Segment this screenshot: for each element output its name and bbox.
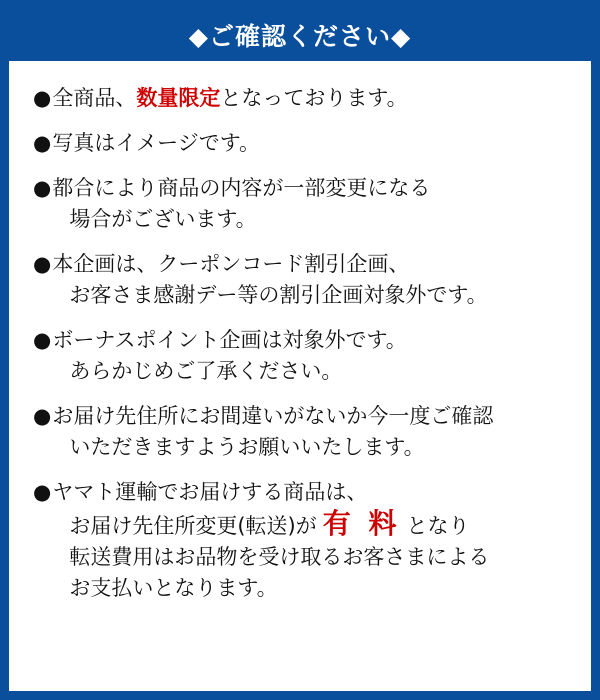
bullet-icon: ●: [33, 252, 52, 276]
text-segment: 全商品、: [52, 86, 137, 110]
text-segment: となり: [406, 514, 470, 538]
text-segment: いただきますようお願いいたします。: [69, 435, 425, 459]
bullet-icon: ●: [33, 131, 52, 155]
text-segment: 都合により商品の内容が一部変更になる: [52, 176, 431, 200]
bullet-icon: ●: [33, 176, 52, 200]
text-segment: となっております。: [220, 86, 408, 110]
text-segment: お届け先住所にお間違いがないか今一度ご確認: [52, 404, 494, 428]
list-item-text: [52, 173, 569, 235]
list-item: [33, 249, 569, 311]
list-item-text: [52, 249, 569, 311]
list-item-line: [52, 477, 569, 508]
list-item-line: [52, 401, 569, 432]
bullet-icon: ●: [33, 480, 52, 504]
list-item-text: [52, 128, 569, 159]
notice-header: [9, 9, 591, 61]
page-title: ◆ご確認ください◆: [188, 22, 412, 51]
list-item-line: [52, 280, 569, 311]
text-segment: あらかじめご了承ください。: [69, 359, 343, 383]
highlight-text: 有 料: [322, 507, 401, 540]
list-item-line: [52, 249, 569, 280]
list-item: [33, 477, 569, 604]
list-item-line: [52, 173, 569, 204]
list-item-text: [52, 83, 569, 114]
list-item: [33, 173, 569, 235]
list-item-line: [52, 432, 569, 463]
highlight-text: 数量限定: [136, 86, 221, 110]
text-segment: お客さま感謝デー等の割引企画対象外です。: [69, 283, 488, 307]
list-item-line: [52, 128, 569, 159]
list-item: [33, 401, 569, 463]
list-item: [33, 83, 569, 114]
list-item-line: [52, 325, 569, 356]
list-item: [33, 128, 569, 159]
list-item-line: [52, 83, 569, 114]
text-segment: ヤマト運輸でお届けする商品は、: [52, 480, 368, 504]
text-segment: 写真はイメージです。: [52, 131, 261, 155]
list-item-line: [52, 542, 569, 573]
list-item-line: [52, 356, 569, 387]
list-item: [33, 325, 569, 387]
text-segment: 場合がございます。: [69, 207, 257, 231]
bullet-icon: ●: [33, 328, 52, 352]
text-segment: ボーナスポイント企画は対象外です。: [52, 328, 407, 352]
text-segment: 本企画は、クーポンコード割引企画、: [52, 252, 410, 276]
list-item-text: [52, 325, 569, 387]
list-item-line: [52, 204, 569, 235]
list-item-line: [52, 508, 569, 542]
bullet-icon: ●: [33, 404, 52, 428]
list-item-text: [52, 477, 569, 604]
list-item-line: [52, 573, 569, 604]
text-segment: 転送費用はお品物を受け取るお客さまによる: [69, 545, 490, 569]
notice-list: [9, 61, 591, 604]
bullet-icon: ●: [33, 86, 52, 110]
text-segment: お支払いとなります。: [69, 576, 278, 600]
text-segment: お届け先住所変更(転送)が: [69, 514, 317, 538]
list-item-text: [52, 401, 569, 463]
